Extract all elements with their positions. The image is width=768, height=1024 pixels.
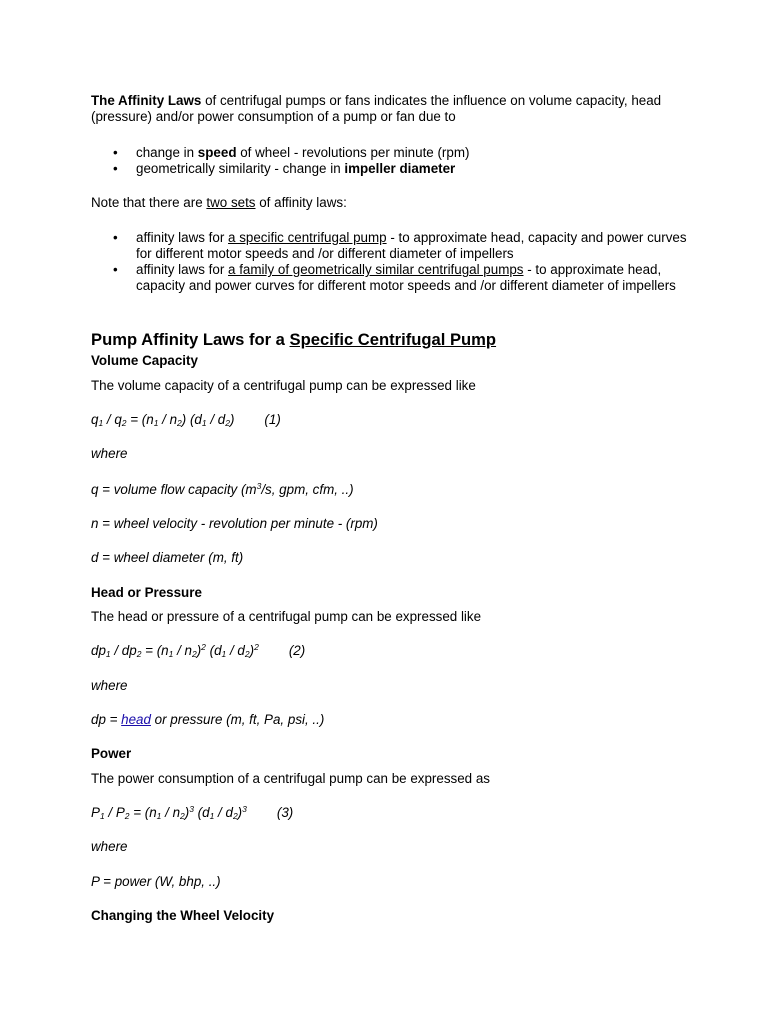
definition-text: dp = <box>91 712 122 727</box>
item-underline: a specific centrifugal pump <box>228 230 387 245</box>
item-bold: speed <box>197 145 237 160</box>
equation-number: (1) <box>264 412 281 427</box>
note-text: Note that there are <box>91 195 207 210</box>
item-underline: a family of geometrically similar centrifugal pumps <box>228 262 524 277</box>
equation-number: (3) <box>276 805 294 820</box>
head-link[interactable]: head <box>121 712 151 727</box>
where-label: where <box>91 678 128 693</box>
section-title <box>91 330 496 350</box>
superscript: 3 <box>256 481 262 491</box>
section-title-text: Pump Affinity Laws for a <box>91 330 290 349</box>
power-text: The power consumption of a centrifugal pump can be expressed as <box>91 771 490 786</box>
equation-3: $P_1 / P_2 = (n_1 / n_2)^3$ $(d_1 / d_2)^3$ (3) <box>91 804 294 821</box>
definition-text: q = volume flow capacity (m <box>91 482 257 497</box>
volume-heading: Volume Capacity <box>91 353 198 368</box>
definition-text: or pressure (m, ft, Pa, psi, ..) <box>150 712 325 727</box>
item-text: change in <box>136 145 198 160</box>
definition-text: /s, gpm, cfm, ..) <box>261 482 354 497</box>
head-text: The head or pressure of a centrifugal pump can be expressed like <box>91 609 482 624</box>
item-text: affinity laws for <box>136 230 229 245</box>
d-definition: d = wheel diameter (m, ft) <box>91 550 244 565</box>
velocity-heading: Changing the Wheel Velocity <box>91 908 275 923</box>
dp-definition <box>91 712 324 728</box>
q-definition <box>91 482 354 498</box>
item-text: of wheel - revolutions per minute (rpm) <box>236 145 470 160</box>
sets-list <box>91 230 691 294</box>
item-text: geometrically similarity - change in <box>136 161 345 176</box>
intro-text: of centrifugal pumps or fans indicates the influence on volume capacity, head (pressure) and/or power consumption of a pump or fan due to <box>91 93 662 124</box>
n-definition: n = wheel velocity - revolution per minute - (rpm) <box>91 516 378 531</box>
section-title-underline: Specific Centrifugal Pump <box>289 330 497 349</box>
list-item <box>91 145 691 161</box>
power-heading: Power <box>91 746 132 761</box>
intro-lead: The Affinity Laws <box>91 93 202 108</box>
where-label: where <box>91 446 128 461</box>
intro-paragraph <box>91 93 691 125</box>
equation-1: $q_1 / q_2 = (n_1 / n_2)$ $(d_1 / d_2)$ (1) <box>91 412 281 428</box>
item-text: - to approximate head, capacity and power curves for different motor speeds and /or different diameter of impellers <box>136 230 687 261</box>
p-definition: P = power (W, bhp, ..) <box>91 874 221 889</box>
head-heading: Head or Pressure <box>91 585 202 600</box>
item-text: - to approximate head, capacity and power curves for different motor speeds and /or different diameter of impellers <box>136 262 676 293</box>
equation-number: (2) <box>288 643 306 658</box>
list-item <box>91 161 691 177</box>
item-bold: impeller diameter <box>344 161 456 176</box>
where-label: where <box>91 839 128 854</box>
list-item <box>91 230 691 262</box>
equation-2: $dp_1 / dp_2 = (n_1 / n_2)^2$ $(d_1 / d_2)^2$ (2) <box>91 642 306 659</box>
item-text: affinity laws for <box>136 262 229 277</box>
list-item <box>91 262 691 294</box>
volume-text: The volume capacity of a centrifugal pump can be expressed like <box>91 378 476 393</box>
note-text: of affinity laws: <box>255 195 347 210</box>
changes-list <box>91 145 691 177</box>
note-paragraph <box>91 195 691 211</box>
note-underline: two sets <box>206 195 256 210</box>
